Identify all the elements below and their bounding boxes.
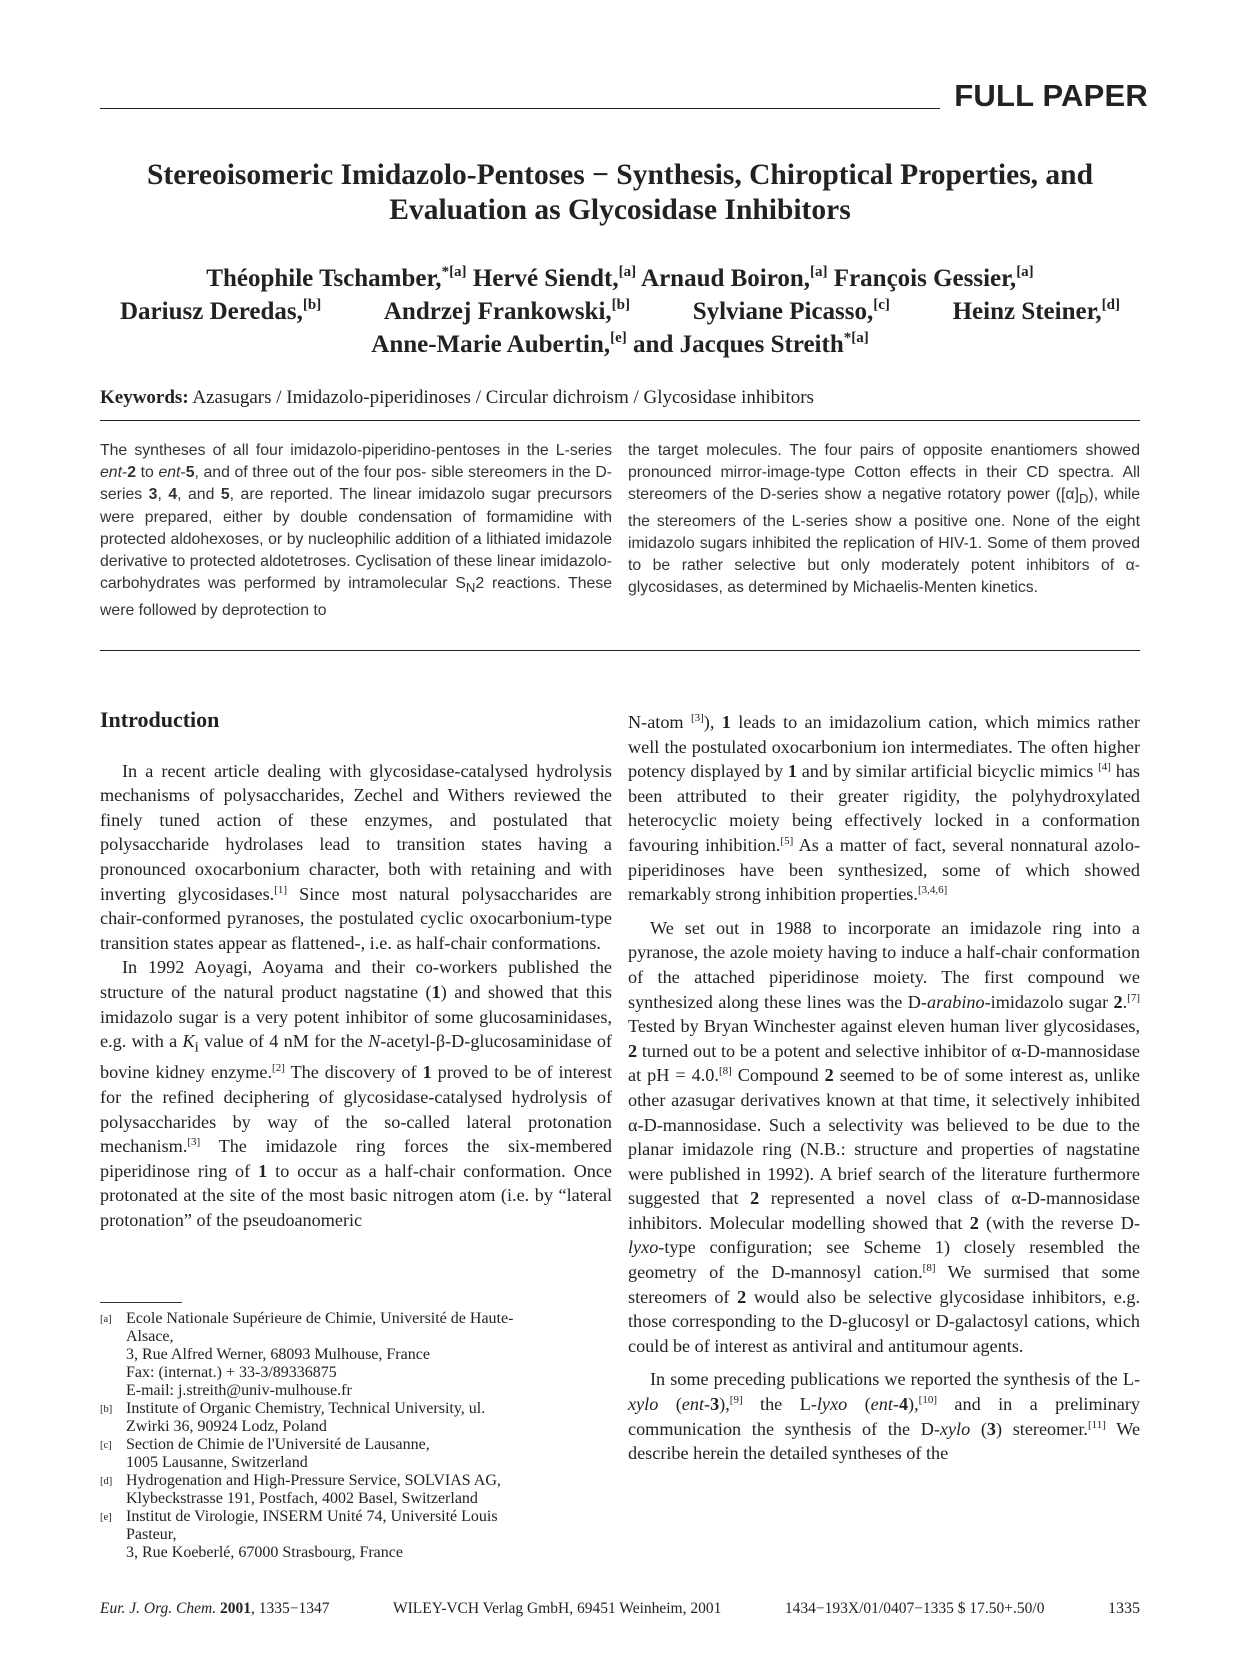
author-name: Hervé Siendt, — [472, 265, 619, 292]
body-column-right — [628, 710, 1140, 1466]
abstract-bottom-rule — [100, 650, 1140, 651]
page-number: 1335 — [1108, 1600, 1140, 1617]
keywords-text: Azasugars / Imidazolo-piperidinoses / Circular dichroism / Glycosidase inhibitors — [192, 387, 814, 408]
footnote-b: [b] Institute of Organic Chemistry, Technical University, ul. Zwirki 36, 90924 Lodz, Poland — [100, 1400, 486, 1435]
author-line-3 — [120, 328, 1120, 361]
author-affiliation: [b] — [611, 297, 631, 313]
abstract-left — [100, 440, 612, 622]
footer-citation: Eur. J. Org. Chem. 2001, 1335−1347 — [100, 1600, 330, 1617]
title-line-2: Evaluation as Glycosidase Inhibitors — [389, 194, 851, 226]
footnote-rule — [100, 1302, 182, 1303]
author-affiliation: [a] — [810, 264, 828, 280]
footer-code: 1434−193X/01/0407−1335 $ 17.50+.50/0 — [784, 1600, 1045, 1617]
author-name: Heinz Steiner, — [952, 298, 1102, 325]
footnote-c: [c] Section de Chimie de l'Université de Lausanne, 1005 Lausanne, Switzerland — [100, 1436, 430, 1471]
header-rule — [100, 108, 940, 109]
author-affiliation: [b] — [302, 297, 322, 313]
paragraph: In some preceding publications we reported the synthesis of the L-xylo (ent-3),[9] the L-lyxo (ent-4),[10] and in a preliminary communication the synthesis of the D-xylo (3) stereomer.[11] We describe herein the detailed syntheses of the — [628, 1369, 1141, 1464]
keywords — [100, 387, 1140, 409]
author-affiliation: *[a] — [843, 330, 869, 346]
paragraph: In 1992 Aoyagi, Aoyama and their co-workers published the structure of the natural product nagstatine (1) and showed that this imidazolo sugar is a very potent inhibitor of some glucosaminidases, e.g. with a $K_i$ value of 4 nM for the N-acetyl-β-D-glucosaminidase of bovine kidney enzyme.[2] The discovery of 1 proved to be of interest for the refined deciphering of glycosidase-catalysed hydrolysis of polysaccharides by way of the so-called lateral protonation mechanism.[3] The imidazole ring forces the six-membered piperidinose ring of 1 to occur as a half-chair conformation. Once protonated at the site of the most basic nitrogen atom (i.e. by “lateral protonation” of the pseudoanomeric — [100, 957, 613, 1230]
author-name: Dariusz Deredas, — [120, 298, 303, 325]
footnote-e: [e] Institut de Virologie, INSERM Unité 74, Université Louis Pasteur, 3, Rue Koeberlé, 67000 Strasbourg, France — [100, 1508, 498, 1561]
author-name: François Gessier, — [833, 265, 1017, 292]
author-affiliation: [d] — [1101, 297, 1120, 313]
author-name: Théophile Tschamber, — [206, 265, 442, 292]
author-name: Anne-Marie Aubertin, — [371, 331, 611, 358]
abstract-text-right: the target molecules. The four pairs of opposite enantiomers showed pronounced mirror-image-type Cotton effects in their CD spectra. All stereomers of the D-series show a negative rotatory power $([\alpha]_D)$, while the stereomers of the L-series show a positive one. None of the eight imidazolo sugars inhibited the replication of HIV-1. Some of them proved to be rather selective but only moderately potent inhibitors of α-glycosidases, as determined by Michaelis-Menten kinetics. — [628, 442, 1140, 597]
footer-publisher: WILEY-VCH Verlag GmbH, 69451 Weinheim, 2001 — [393, 1600, 722, 1617]
author-affiliation: [c] — [873, 297, 890, 313]
author-list — [120, 262, 1120, 361]
title-line-1: Stereoisomeric Imidazolo-Pentoses − Synthesis, Chiroptical Properties, and — [147, 159, 1093, 191]
author-line-1 — [120, 262, 1120, 295]
author-name: Sylviane Picasso, — [692, 298, 874, 325]
footnote-d: [d] Hydrogenation and High-Pressure Service, SOLVIAS AG, Klybeckstrasse 191, Postfach, 4002 Basel, Switzerland — [100, 1472, 501, 1507]
body-column-left — [100, 700, 612, 1233]
author-affiliation: [a] — [1016, 264, 1034, 280]
author-affiliation: [e] — [610, 330, 627, 346]
paragraph: In a recent article dealing with glycosidase-catalysed hydrolysis mechanisms of polysaccharides, Zechel and Withers reviewed the finely tuned action of these enzymes, and postulated that polysaccharide hydrolases lead to transition states having a pronounced oxocarbonium character, both with retaining and with inverting glycosidases.[1] Since most natural polysaccharides are chair-conformed pyranoses, the postulated cyclic oxocarbonium-type transition states appear as flattened-, i.e. as half-chair conformations. — [100, 760, 612, 953]
footnote-a: [a] Ecole Nationale Supérieure de Chimie, Université de Haute- Alsace, 3, Rue Alfred Werner, 68093 Mulhouse, France Fax: (internat.) + 33-3/89336875 E-mail: j.streith@univ-mulhouse.fr — [100, 1310, 514, 1399]
page-footer — [100, 1600, 1140, 1618]
author-line-2 — [120, 295, 1120, 328]
author-affiliation: [a] — [618, 264, 637, 280]
header-label: FULL PAPER — [954, 78, 1148, 113]
author-name: Andrzej Frankowski, — [383, 298, 612, 325]
keywords-label: Keywords: — [100, 387, 189, 408]
footnotes — [100, 1310, 612, 1562]
abstract-text-left: The syntheses of all four imidazolo-piperidino-pentoses in the L-series ent-2 to ent-5, and of three out of the four pos- sible stereomers in the D-series 3, 4, and 5, are reported. The linear imidazolo sugar precursors were prepared, either by double condensation of formamidine with protected aldohexoses, or by nucleophilic addition of a lithiated imidazole derivative to protected aldotetroses. Cyclisation of these linear imidazolo-carbohydrates was performed by intramolecular $S_N2$ reactions. These were followed by deprotection to — [100, 442, 612, 619]
section-heading-introduction: Introduction — [100, 707, 220, 732]
abstract-right — [628, 440, 1140, 600]
abstract-top-rule — [100, 420, 1140, 421]
author-affiliation: *[a] — [441, 264, 467, 280]
author-name: and Jacques Streith — [633, 331, 844, 358]
paragraph: We set out in 1988 to incorporate an imidazole ring into a pyranose, the azole moiety having to induce a half-chair conformation of the attached piperidinose moiety. The first compound we synthesized along these lines was the D-arabino-imidazolo sugar 2.[7] Tested by Bryan Winchester against eleven human liver glycosidases, 2 turned out to be a potent and selective inhibitor of α-D-mannosidase at pH = 4.0.[8] Compound 2 seemed to be of some interest as, unlike other azasugar derivatives known at that time, it selectively inhibited α-D-mannosidase. Such a selectivity was believed to be due to the planar imidazole ring (N.B.: structure and properties of nagstatine were published in 1992). A brief search of the literature furthermore suggested that 2 represented a novel class of α-D-mannosidase inhibitors. Molecular modelling showed that 2 (with the reverse D-lyxo-type configuration; see Scheme 1) closely resembled the geometry of the D-mannosyl cation.[8] We surmised that some stereomers of 2 would also be selective glycosidase inhibitors, e.g. those corresponding to the D-glucosyl or D-galactosyl cations, which could be of interest as antiviral and antitumour agents. — [628, 917, 1141, 1356]
paragraph: N-atom [3]), 1 leads to an imidazolium cation, which mimics rather well the postulated oxocarbonium ion intermediates. The often higher potency displayed by 1 and by similar artificial bicyclic mimics [4] has been attributed to their greater rigidity, the polyhydroxylated heterocyclic moiety being effectively locked in a conformation favouring inhibition.[5] As a matter of fact, several nonnatural azolo-piperidinoses have been synthesized, some of which showed remarkably strong inhibition properties.[3,4,6] — [628, 712, 1141, 905]
paper-title — [110, 158, 1130, 228]
author-name: Arnaud Boiron, — [641, 265, 811, 292]
